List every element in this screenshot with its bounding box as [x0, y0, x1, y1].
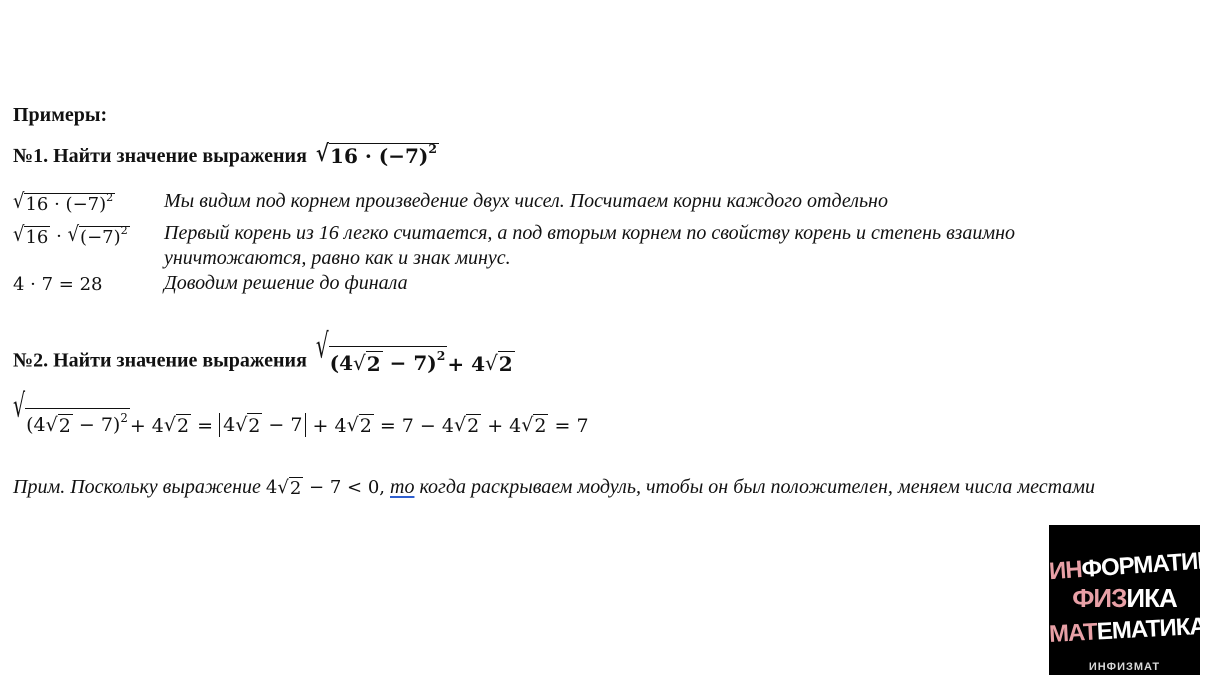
absolute-value: 4 √ 2 − 7 — [219, 413, 306, 437]
examples-heading: Примеры: — [13, 104, 108, 126]
logo-stamp: ИНФИЗМАТ — [1088, 661, 1161, 673]
p1-step-2-comment: Первый корень из 16 легко считается, а под вторым корнем по свойству корень и степень взаимно — [164, 222, 1016, 244]
p1-step-3-comment: Доводим решение до финала — [164, 272, 408, 294]
p1-step-1-comment: Мы видим под корнем произведение двух чисел. Посчитаем корни каждого отдельно — [164, 190, 888, 212]
p1-step-2-comment-cont: уничтожаются, равно как и знак минус. — [164, 247, 511, 269]
problem-1-expression: √ $16 \cdot (-7)^2$ — [315, 139, 437, 168]
p1-step-1-math: √ $16 \cdot (-7)^2$ — [13, 189, 114, 215]
problem-1-title-text: №1. Найти значение выражения — [13, 145, 307, 167]
logo-line-informatika: ИНФОРМАТИКА — [1048, 545, 1228, 586]
logo-line-matematika: МАТЕМАТИКА — [1048, 612, 1207, 648]
problem-2-solution: √ (4 √ 2 − 7)$^2$ + 4 √ 2 = 4 √ 2 − 7 + 4 √ 2 = 7 − 4 √ 2 + 4 √ 2 = 7 — [13, 387, 589, 437]
underlined-word-to: то — [390, 476, 415, 498]
problem-2-expression: √ (4 √ 2 − 7)$^2$ + 4 √ 2 — [315, 325, 513, 376]
problem-2-note: Прим. Поскольку выражение 4 √ 2 − 7 < 0, то когда раскрываем модуль, чтобы он был положителен, меняем числа местами — [13, 476, 1096, 499]
p1-step-2-math: √ 16 · √ $(-7)^2$ — [13, 222, 128, 248]
infizmat-logo — [1048, 525, 1228, 675]
problem-2-title-text: №2. Найти значение выражения — [13, 349, 307, 372]
p1-step-3-math: 4 · 7 = 28 — [13, 274, 103, 295]
problem-1-title — [13, 139, 439, 168]
logo-line-fizika: ФИЗИКА — [1072, 583, 1177, 613]
problem-2-title — [13, 325, 515, 376]
